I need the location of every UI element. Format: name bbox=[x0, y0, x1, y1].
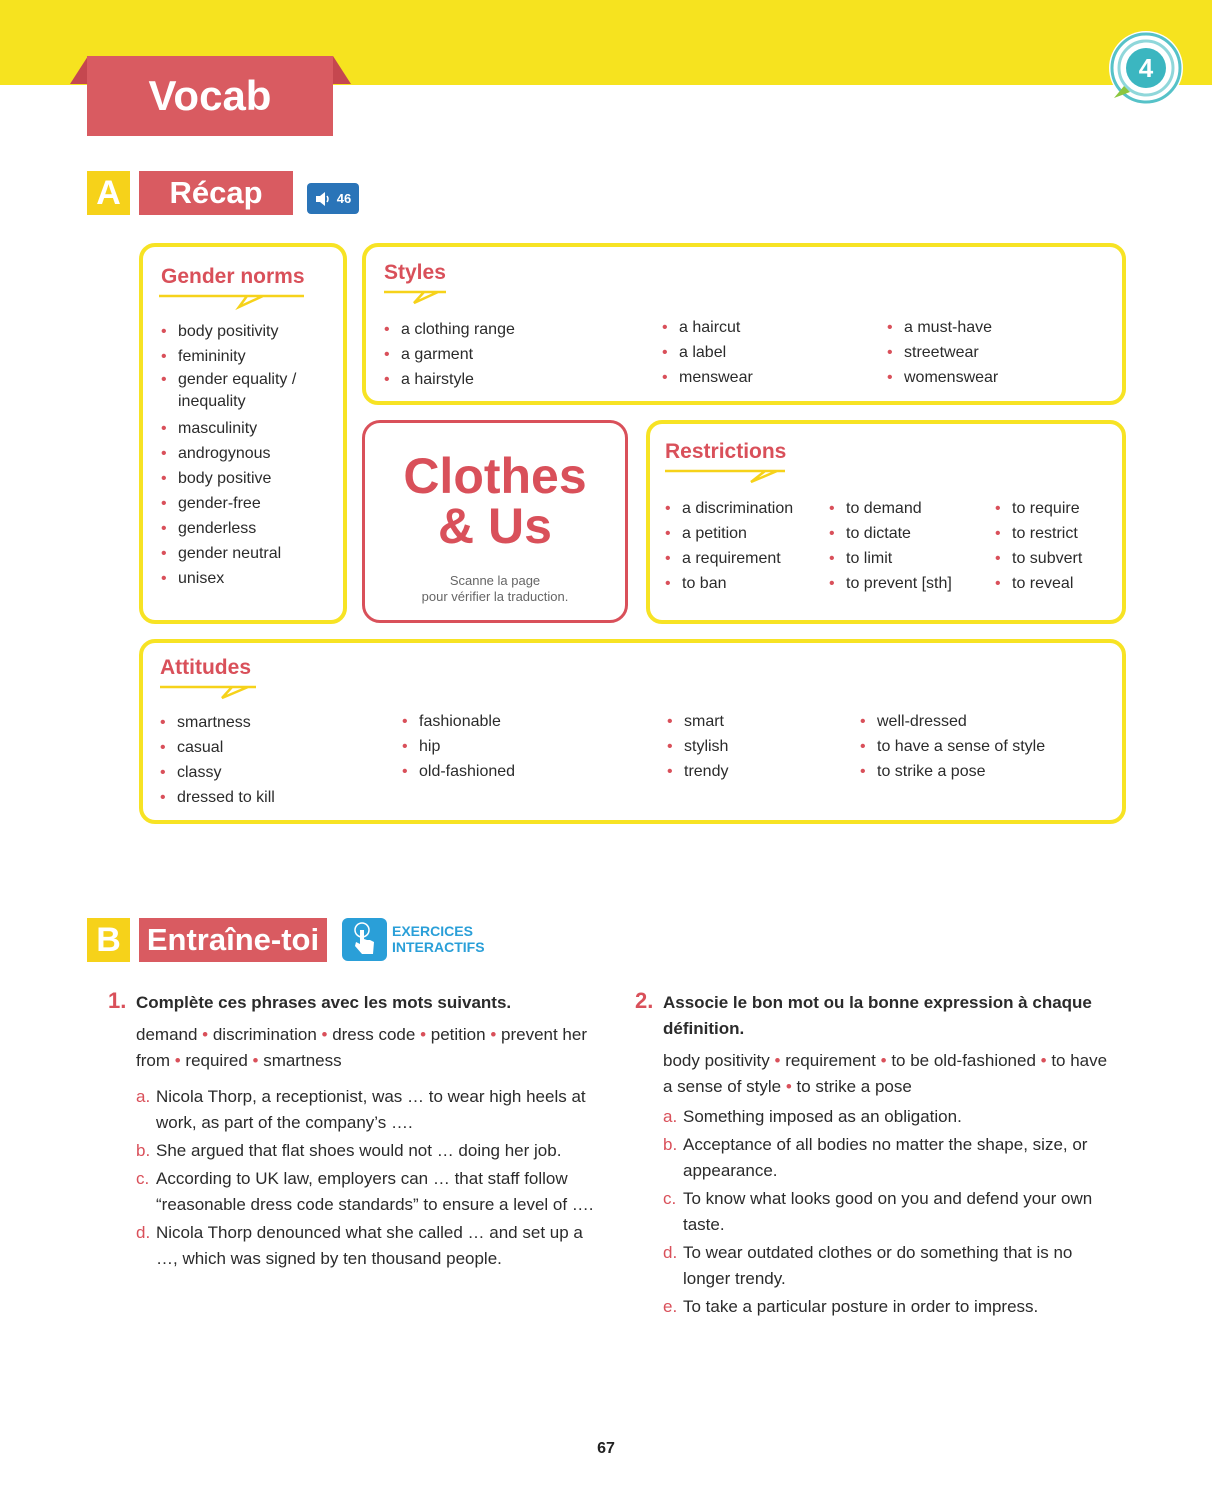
center-title-line-1: Clothes bbox=[403, 448, 587, 504]
attitudes-col-1 bbox=[160, 710, 275, 810]
underline-squiggle bbox=[384, 289, 454, 307]
list-item: • a haircut bbox=[662, 315, 753, 340]
item-text: To take a particular posture in order to impress. bbox=[683, 1297, 1039, 1316]
word-separator: • bbox=[415, 1025, 431, 1044]
item-letter: d. bbox=[663, 1243, 678, 1262]
list-item: • classy bbox=[160, 760, 275, 785]
restrictions-col-3 bbox=[995, 496, 1082, 596]
exercise-item bbox=[136, 1220, 598, 1272]
word-bank-word: dress code bbox=[332, 1025, 416, 1044]
item-text: Something imposed as an obligation. bbox=[683, 1107, 962, 1126]
exercise-item bbox=[663, 1186, 1115, 1238]
list-item: • body positive bbox=[161, 466, 341, 491]
item-text: She argued that flat shoes would not … doing her job. bbox=[156, 1141, 562, 1160]
exercise-number: 2. bbox=[635, 988, 654, 1013]
underline-squiggle bbox=[160, 684, 260, 702]
center-title bbox=[365, 448, 625, 554]
restrictions-box bbox=[646, 420, 1126, 624]
underline-squiggle bbox=[159, 293, 309, 311]
scan-note-line-2: pour vérifier la traduction. bbox=[421, 589, 569, 604]
attitudes-box bbox=[139, 639, 1126, 824]
interactive-exercises-button[interactable] bbox=[342, 918, 387, 961]
word-separator: • bbox=[316, 1025, 333, 1044]
list-item: • fashionable bbox=[402, 709, 515, 734]
list-item: • to strike a pose bbox=[860, 759, 1045, 784]
list-item: • to subvert bbox=[995, 546, 1082, 571]
list-item: • a petition bbox=[665, 521, 793, 546]
banner-fold-left bbox=[70, 56, 88, 84]
attitudes-col-3 bbox=[667, 709, 728, 784]
item-letter: a. bbox=[136, 1087, 151, 1106]
exercise-items bbox=[663, 1104, 1115, 1320]
item-text: Nicola Thorp denounced what she called … and set up a …, which was signed by ten thousand people. bbox=[156, 1223, 583, 1268]
item-text: Acceptance of all bodies no matter the shape, size, or appearance. bbox=[683, 1135, 1088, 1180]
exercise-1 bbox=[108, 990, 598, 1272]
item-letter: e. bbox=[663, 1297, 678, 1316]
list-item: • a hairstyle bbox=[384, 367, 515, 392]
list-item: • body positivity bbox=[161, 319, 341, 344]
attitudes-col-2 bbox=[402, 709, 515, 784]
word-separator: • bbox=[769, 1051, 786, 1070]
exercise-instruction: Complète ces phrases avec les mots suivants. bbox=[136, 993, 512, 1012]
list-item: • to reveal bbox=[995, 571, 1082, 596]
list-item: • well-dressed bbox=[860, 709, 1045, 734]
list-item: • to require bbox=[995, 496, 1082, 521]
restrictions-col-2 bbox=[829, 496, 952, 596]
list-item: • old-fashioned bbox=[402, 759, 515, 784]
word-bank-word: petition bbox=[430, 1025, 486, 1044]
word-separator: • bbox=[170, 1051, 186, 1070]
attitudes-title: Attitudes bbox=[160, 656, 251, 679]
list-item: • smartness bbox=[160, 710, 275, 735]
item-text: To wear outdated clothes or do something that is no longer trendy. bbox=[683, 1243, 1073, 1288]
underline-squiggle bbox=[665, 468, 790, 486]
word-bank-word: to have a sense of style bbox=[663, 1051, 1108, 1096]
gender-norms-list bbox=[161, 319, 341, 591]
touch-hand-icon bbox=[342, 918, 387, 961]
word-bank-word: to strike a pose bbox=[796, 1077, 912, 1096]
exercise-item bbox=[663, 1294, 1115, 1320]
list-item: • casual bbox=[160, 735, 275, 760]
list-item: • gender-free bbox=[161, 491, 341, 516]
list-item: • to limit bbox=[829, 546, 952, 571]
list-item: • to ban bbox=[665, 571, 793, 596]
word-bank-word: discrimination bbox=[212, 1025, 317, 1044]
word-bank-word: required bbox=[185, 1051, 248, 1070]
list-item: • stylish bbox=[667, 734, 728, 759]
word-bank-word: body positivity bbox=[663, 1051, 770, 1070]
list-item: • to restrict bbox=[995, 521, 1082, 546]
list-item: • smart bbox=[667, 709, 728, 734]
attitudes-col-4 bbox=[860, 709, 1045, 784]
list-item: • a garment bbox=[384, 342, 515, 367]
exercise-item bbox=[663, 1104, 1115, 1130]
list-item: • a requirement bbox=[665, 546, 793, 571]
item-text: According to UK law, employers can … that staff follow “reasonable dress code standards” to ensure a level of …. bbox=[156, 1169, 594, 1214]
center-title-line-2: & Us bbox=[438, 498, 552, 554]
gender-norms-title: Gender norms bbox=[161, 265, 305, 288]
list-item: • genderless bbox=[161, 516, 341, 541]
list-item: • womenswear bbox=[887, 365, 998, 390]
list-item: • to prevent [sth] bbox=[829, 571, 952, 596]
item-text: To know what looks good on you and defend your own taste. bbox=[683, 1189, 1093, 1234]
word-bank-word: to be old-fashioned bbox=[891, 1051, 1036, 1070]
exercises-label-line-2: INTERACTIFS bbox=[392, 939, 485, 955]
list-item: • menswear bbox=[662, 365, 753, 390]
item-letter: c. bbox=[136, 1169, 150, 1188]
list-item: • femininity bbox=[161, 344, 341, 369]
styles-title: Styles bbox=[384, 261, 446, 284]
word-separator: • bbox=[197, 1025, 213, 1044]
clothes-and-us-box bbox=[362, 420, 628, 623]
banner-fold-right bbox=[333, 56, 351, 84]
chapter-number: 4 bbox=[1138, 53, 1154, 83]
exercise-item bbox=[136, 1084, 598, 1136]
gender-norms-box bbox=[139, 243, 347, 624]
list-item: • masculinity bbox=[161, 416, 341, 441]
section-letter-a: A bbox=[87, 171, 130, 215]
exercise-item bbox=[663, 1240, 1115, 1292]
list-item: • to dictate bbox=[829, 521, 952, 546]
word-bank bbox=[136, 1022, 598, 1074]
section-letter-b: B bbox=[87, 918, 130, 962]
list-item: • trendy bbox=[667, 759, 728, 784]
word-bank-word: prevent her from bbox=[136, 1025, 587, 1070]
speaker-icon bbox=[315, 191, 333, 207]
exercises-label-line-1: EXERCICES bbox=[392, 923, 473, 939]
page-number: 67 bbox=[597, 1440, 615, 1457]
list-item: • to have a sense of style bbox=[860, 734, 1045, 759]
word-bank-word: demand bbox=[136, 1025, 198, 1044]
exercise-2 bbox=[635, 990, 1115, 1320]
word-separator: • bbox=[1035, 1051, 1052, 1070]
exercise-item bbox=[136, 1138, 598, 1164]
list-item: • a label bbox=[662, 340, 753, 365]
scan-note-line-1: Scanne la page bbox=[449, 573, 541, 588]
styles-col-3 bbox=[887, 315, 998, 390]
word-separator: • bbox=[781, 1077, 797, 1096]
list-item: • androgynous bbox=[161, 441, 341, 466]
list-item: • gender equality / inequality bbox=[161, 369, 341, 413]
list-item: • a clothing range bbox=[384, 317, 515, 342]
list-item: • a discrimination bbox=[665, 496, 793, 521]
word-separator: • bbox=[875, 1051, 892, 1070]
word-separator: • bbox=[485, 1025, 501, 1044]
item-text: Nicola Thorp, a receptionist, was … to wear high heels at work, as part of the company’s …. bbox=[156, 1087, 586, 1132]
list-item: • a must-have bbox=[887, 315, 998, 340]
page-title: Vocab bbox=[87, 56, 333, 136]
styles-col-2 bbox=[662, 315, 753, 390]
word-bank bbox=[663, 1048, 1115, 1100]
exercise-item bbox=[663, 1132, 1115, 1184]
styles-box bbox=[362, 243, 1126, 405]
restrictions-col-1 bbox=[665, 496, 793, 596]
interactive-exercises-label[interactable] bbox=[392, 923, 485, 955]
list-item: • streetwear bbox=[887, 340, 998, 365]
list-item: • dressed to kill bbox=[160, 785, 275, 810]
styles-col-1 bbox=[384, 317, 515, 392]
exercise-instruction: Associe le bon mot ou la bonne expression à chaque définition. bbox=[663, 993, 1092, 1038]
scan-note bbox=[365, 573, 625, 605]
chapter-badge bbox=[1106, 28, 1186, 108]
item-letter: c. bbox=[663, 1189, 677, 1208]
restrictions-title: Restrictions bbox=[665, 440, 787, 463]
list-item: • unisex bbox=[161, 566, 341, 591]
item-letter: a. bbox=[663, 1107, 678, 1126]
section-title-entraine-toi: Entraîne-toi bbox=[139, 918, 327, 962]
exercise-item bbox=[136, 1166, 598, 1218]
word-bank-word: smartness bbox=[263, 1051, 342, 1070]
item-letter: b. bbox=[136, 1141, 151, 1160]
exercise-number: 1. bbox=[108, 988, 127, 1013]
item-letter: d. bbox=[136, 1223, 151, 1242]
list-item: • gender neutral bbox=[161, 541, 341, 566]
exercise-items bbox=[136, 1084, 598, 1272]
list-item: • to demand bbox=[829, 496, 952, 521]
word-separator: • bbox=[247, 1051, 264, 1070]
section-title-recap: Récap bbox=[139, 171, 293, 215]
list-item: • hip bbox=[402, 734, 515, 759]
audio-track-number: 46 bbox=[336, 191, 352, 206]
audio-button[interactable] bbox=[307, 183, 359, 214]
item-letter: b. bbox=[663, 1135, 678, 1154]
word-bank-word: requirement bbox=[785, 1051, 876, 1070]
